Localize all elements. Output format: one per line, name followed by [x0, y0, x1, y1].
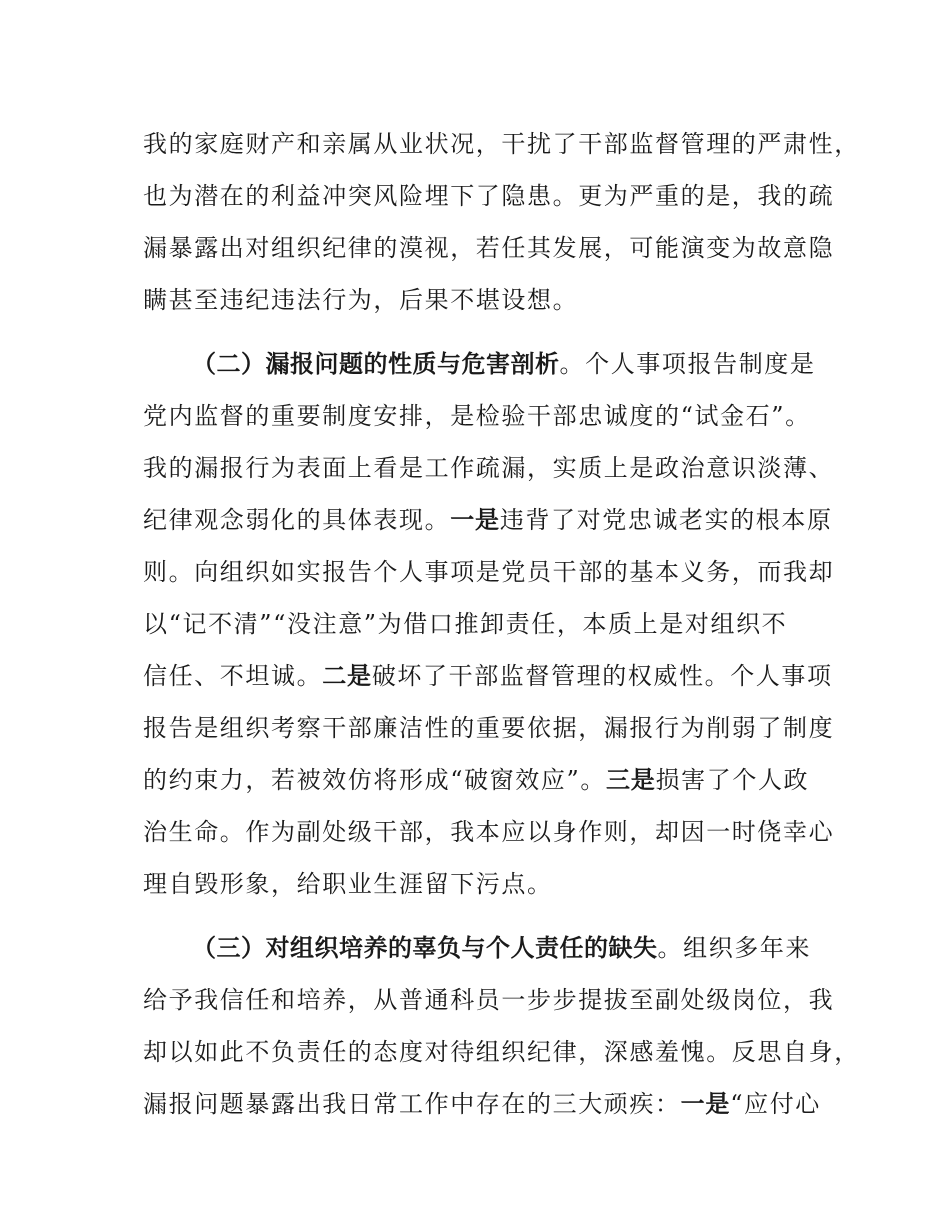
text-line: [143, 338, 833, 390]
text-fragment: 漏报问题暴露出我日常工作中存在的三大顽疾：: [143, 1090, 681, 1118]
text-line: [143, 754, 833, 806]
point-label-3: 三是: [605, 766, 656, 794]
text-fragment: 。个人事项报告制度是: [559, 350, 816, 378]
text-line: [143, 494, 833, 546]
paragraph-family-assets: [143, 118, 860, 326]
text-fragment: 信任、不坦诚。: [143, 662, 323, 690]
text-line: [143, 922, 833, 974]
paragraph-responsibility: [143, 922, 860, 1130]
text-line: 我的家庭财产和亲属从业状况，干扰了干部监督管理的严肃性，: [143, 130, 860, 158]
text-line: [143, 650, 833, 702]
point-label-1: 一是: [450, 506, 500, 534]
text-line: 也为潜在的利益冲突风险埋下了隐患。更为严重的是，我的疏: [143, 182, 835, 210]
section-heading-3: （三）对组织培养的辜负与个人责任的缺失: [192, 934, 658, 962]
text-fragment: 。组织多年来: [657, 934, 812, 962]
text-fragment: 的约束力，若被效仿将形成“破窗效应”。: [143, 766, 606, 794]
text-line: 治生命。作为副处级干部，我本应以身作则，却因一时侥幸心: [143, 818, 835, 846]
text-line: 给予我信任和培养，从普通科员一步步提拔至副处级岗位，我: [143, 986, 835, 1014]
point-label-1: 一是: [680, 1090, 731, 1118]
text-fragment: 破坏了干部监督管理的权威性。个人事项: [371, 662, 833, 690]
text-line: [143, 1078, 833, 1130]
text-line: 却以如此不负责任的态度对待组织纪律，深感羞愧。反思自身，: [143, 1038, 860, 1066]
text-fragment: 违背了对党忠诚老实的根本原: [499, 506, 833, 534]
section-heading-2: （二）漏报问题的性质与危害剖析: [192, 350, 560, 378]
text-line: 报告是组织考察干部廉洁性的重要依据，漏报行为削弱了制度: [143, 714, 835, 742]
document-page: [143, 118, 860, 1130]
text-line: 则。向组织如实报告个人事项是党员干部的基本义务，而我却: [143, 558, 835, 586]
text-line: 党内监督的重要制度安排，是检验干部忠诚度的“试金石”。: [143, 402, 811, 430]
text-fragment: 纪律观念弱化的具体表现。: [143, 506, 451, 534]
text-fragment: 损害了个人政: [655, 766, 810, 794]
text-line: 漏暴露出对组织纪律的漠视，若任其发展，可能演变为故意隐: [143, 234, 835, 262]
text-line: 以“记不清”“没注意”为借口推卸责任，本质上是对组织不: [143, 610, 788, 638]
text-line: 瞒甚至违纪违法行为，后果不堪设想。: [143, 286, 579, 314]
text-fragment: “应付心: [730, 1090, 821, 1118]
text-line: 我的漏报行为表面上看是工作疏漏，实质上是政治意识淡薄、: [143, 454, 835, 482]
point-label-2: 二是: [322, 662, 372, 690]
paragraph-nature-analysis: [143, 338, 833, 910]
text-line: 理自毁形象，给职业生涯留下污点。: [143, 870, 553, 898]
